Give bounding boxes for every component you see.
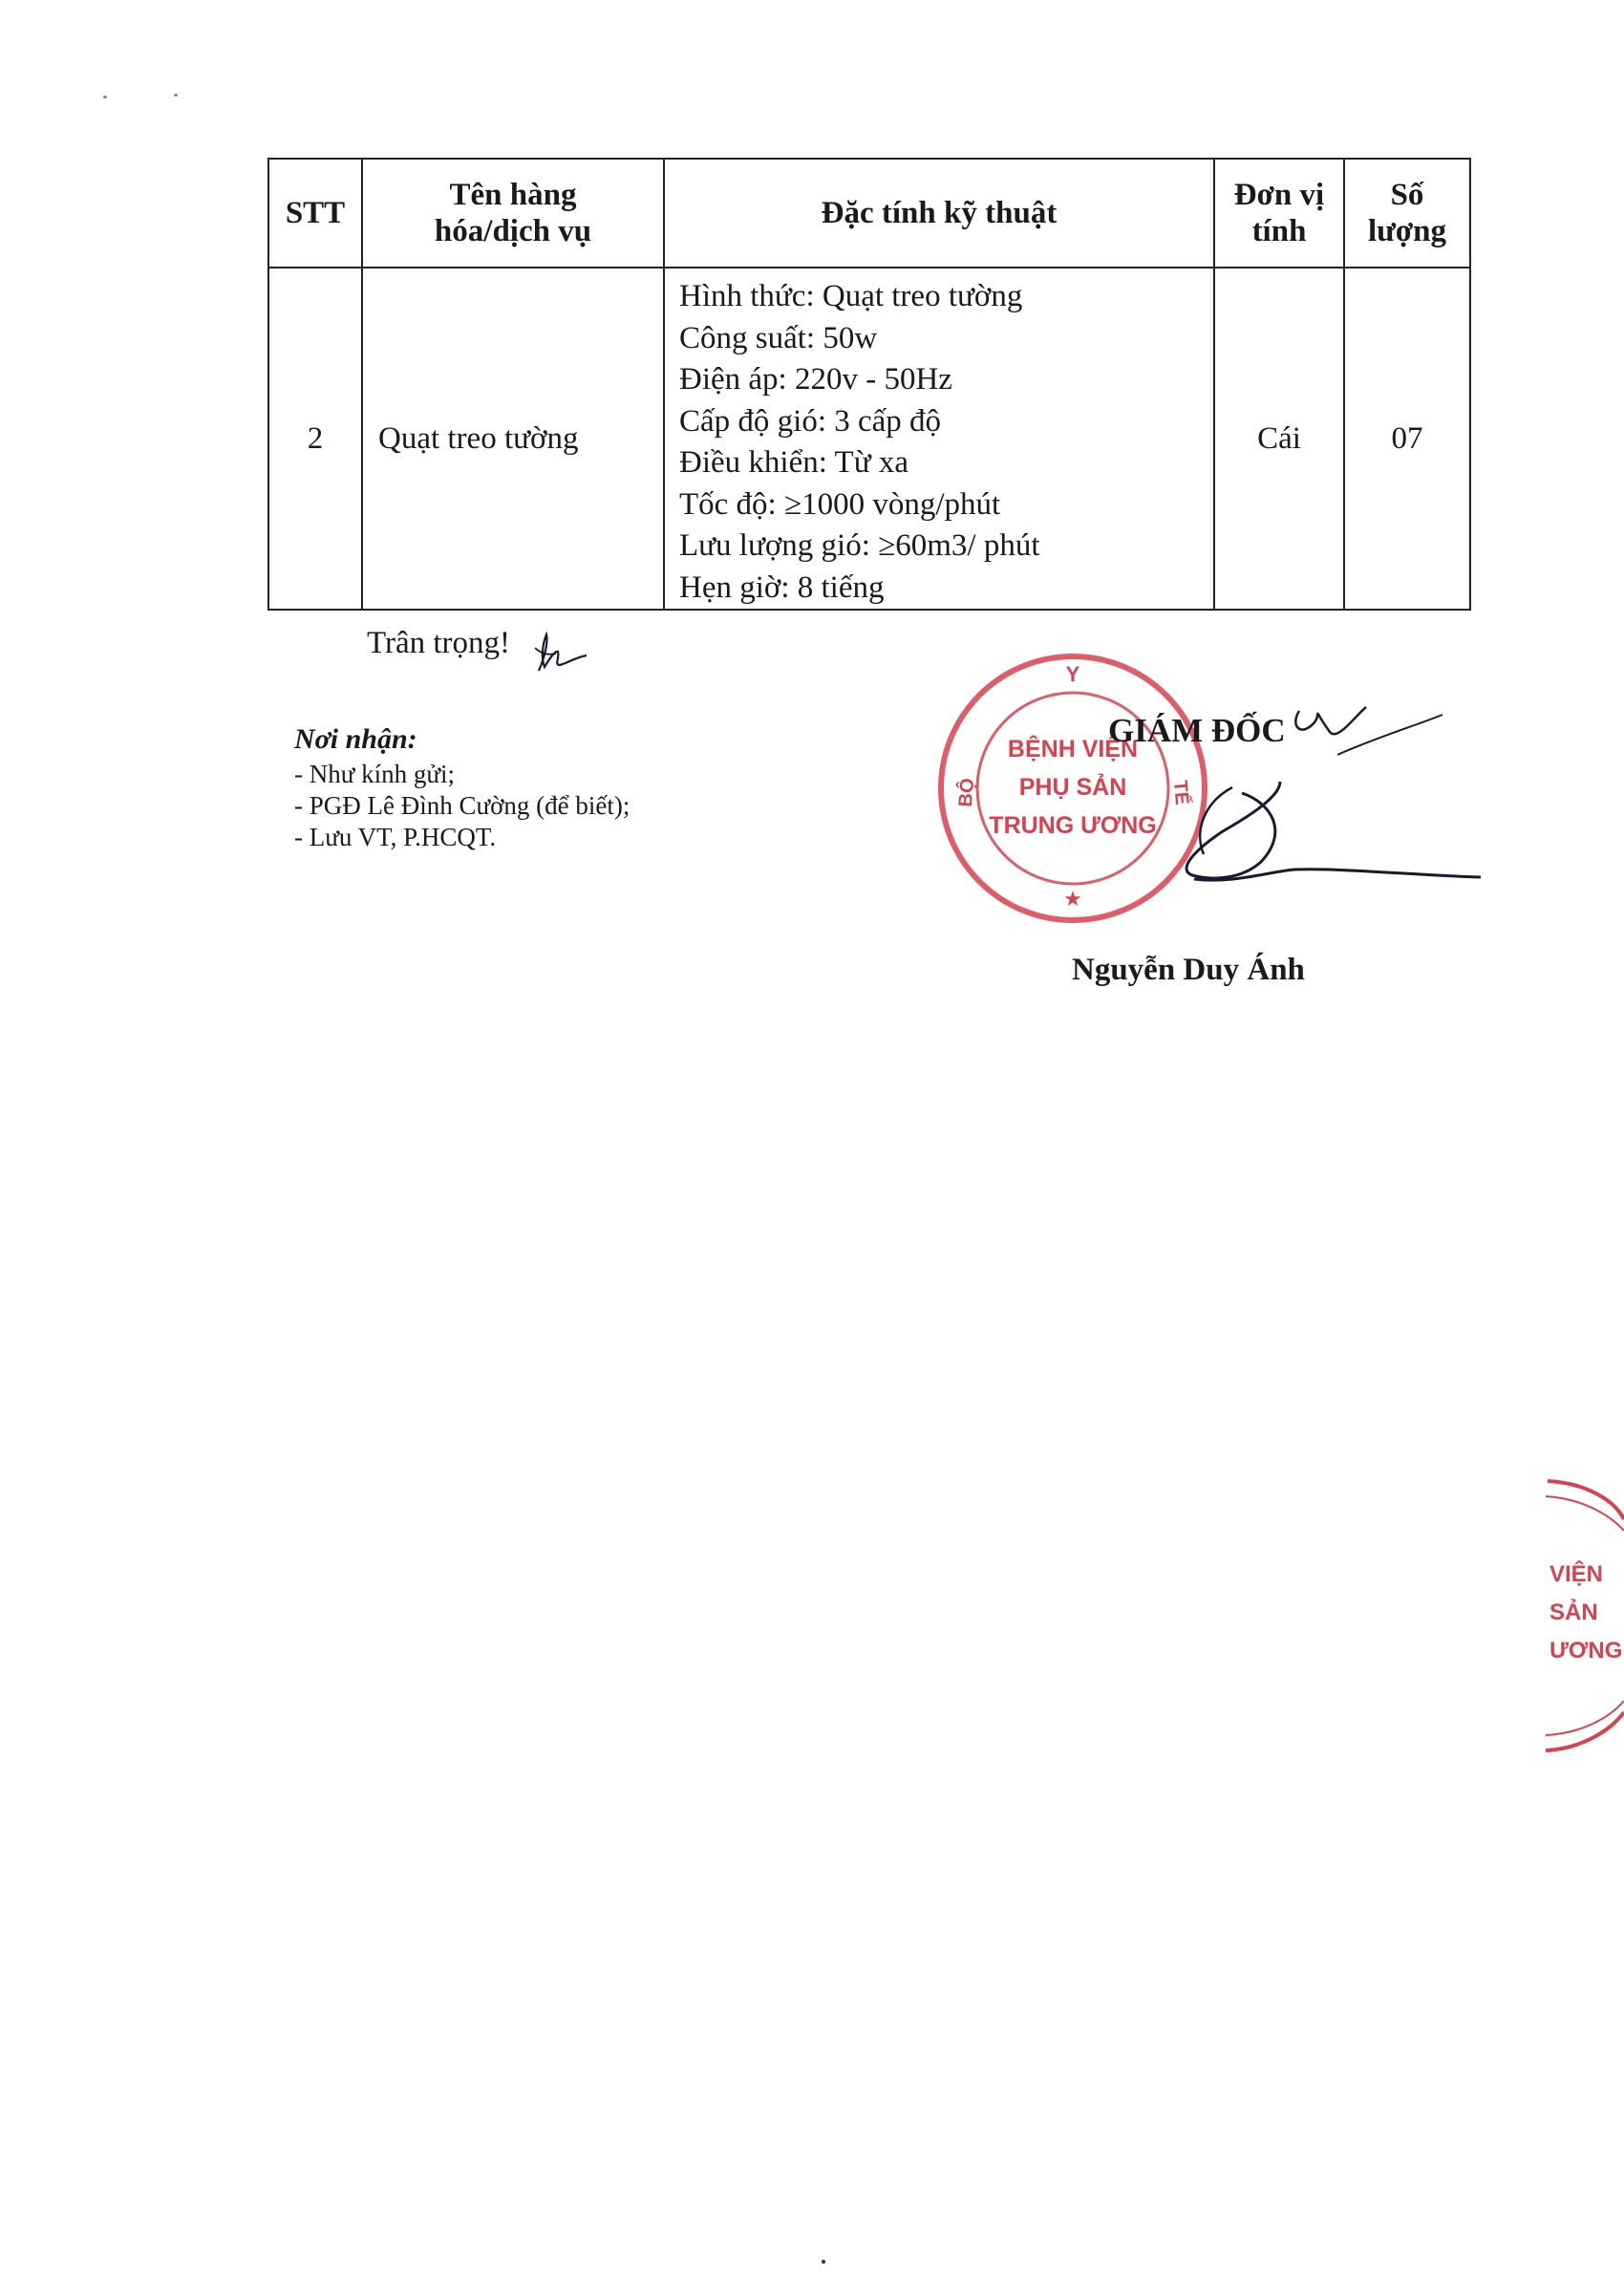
spec-line: Điều khiển: Từ xa xyxy=(679,445,908,480)
table-header-row xyxy=(268,159,1470,268)
header-unit-line2: tính xyxy=(1251,214,1307,248)
recipient-item: - Lưu VT, P.HCQT. xyxy=(294,823,497,851)
spec-line: Hình thức: Quạt treo tường xyxy=(679,279,1023,313)
spec-line: Cấp độ gió: 3 cấp độ xyxy=(679,403,942,439)
header-stt: STT xyxy=(268,159,362,268)
cell-quantity: 07 xyxy=(1344,268,1470,610)
header-item-name-line1: Tên hàng xyxy=(449,178,577,212)
header-unit xyxy=(1214,159,1344,268)
svg-text:TẾ: TẾ xyxy=(1168,779,1193,806)
specification-table xyxy=(267,158,1471,611)
svg-text:SẢN: SẢN xyxy=(1549,1600,1598,1625)
svg-text:BỆNH VIỆN: BỆNH VIỆN xyxy=(1007,736,1139,763)
svg-text:TRUNG ƯƠNG: TRUNG ƯƠNG xyxy=(989,812,1157,839)
svg-text:VIỆN: VIỆN xyxy=(1549,1561,1604,1587)
spec-line: Hẹn giờ: 8 tiếng xyxy=(679,569,885,605)
header-quantity xyxy=(1344,159,1470,268)
cell-item-name: Quạt treo tường xyxy=(362,268,664,610)
cell-specifications xyxy=(664,268,1214,610)
svg-text:BỘ: BỘ xyxy=(954,777,979,808)
header-unit-line1: Đơn vị xyxy=(1233,178,1325,212)
spec-line: Điện áp: 220v - 50Hz xyxy=(679,362,952,397)
director-title: GIÁM ĐỐC xyxy=(1108,712,1286,749)
recipient-item: - PGĐ Lê Đình Cường (để biết); xyxy=(294,791,630,820)
initial-signature xyxy=(531,629,592,677)
recipient-item: - Như kính gửi; xyxy=(294,760,456,788)
svg-text:PHỤ SẢN: PHỤ SẢN xyxy=(1018,774,1127,801)
partial-stamp xyxy=(1528,1471,1624,1758)
header-quantity-line1: Số xyxy=(1390,178,1424,212)
recipients-title: Nơi nhận: xyxy=(294,723,417,755)
spec-line: Công suất: 50w xyxy=(679,320,878,355)
closing-greeting: Trân trọng! xyxy=(367,626,511,660)
recipients-block xyxy=(294,720,630,853)
header-item-name-line2: hóa/dịch vụ xyxy=(434,214,592,248)
svg-text:★: ★ xyxy=(1063,888,1082,912)
svg-text:ƯƠNG: ƯƠNG xyxy=(1549,1638,1623,1664)
table-row xyxy=(268,268,1470,610)
scan-speck xyxy=(174,94,178,97)
spec-line: Tốc độ: ≥1000 vòng/phút xyxy=(679,486,1001,522)
director-signature xyxy=(1051,688,1490,917)
header-item-name xyxy=(362,159,664,268)
scan-speck xyxy=(822,2260,825,2264)
header-specifications: Đặc tính kỹ thuật xyxy=(664,159,1214,268)
header-quantity-line2: lượng xyxy=(1367,214,1447,248)
svg-text:Y: Y xyxy=(1065,662,1080,686)
scan-speck xyxy=(103,96,107,98)
cell-stt: 2 xyxy=(268,268,362,610)
spec-line: Lưu lượng gió: ≥60m3/ phút xyxy=(679,528,1040,563)
cell-unit: Cái xyxy=(1214,268,1344,610)
director-name: Nguyễn Duy Ánh xyxy=(1072,953,1305,987)
